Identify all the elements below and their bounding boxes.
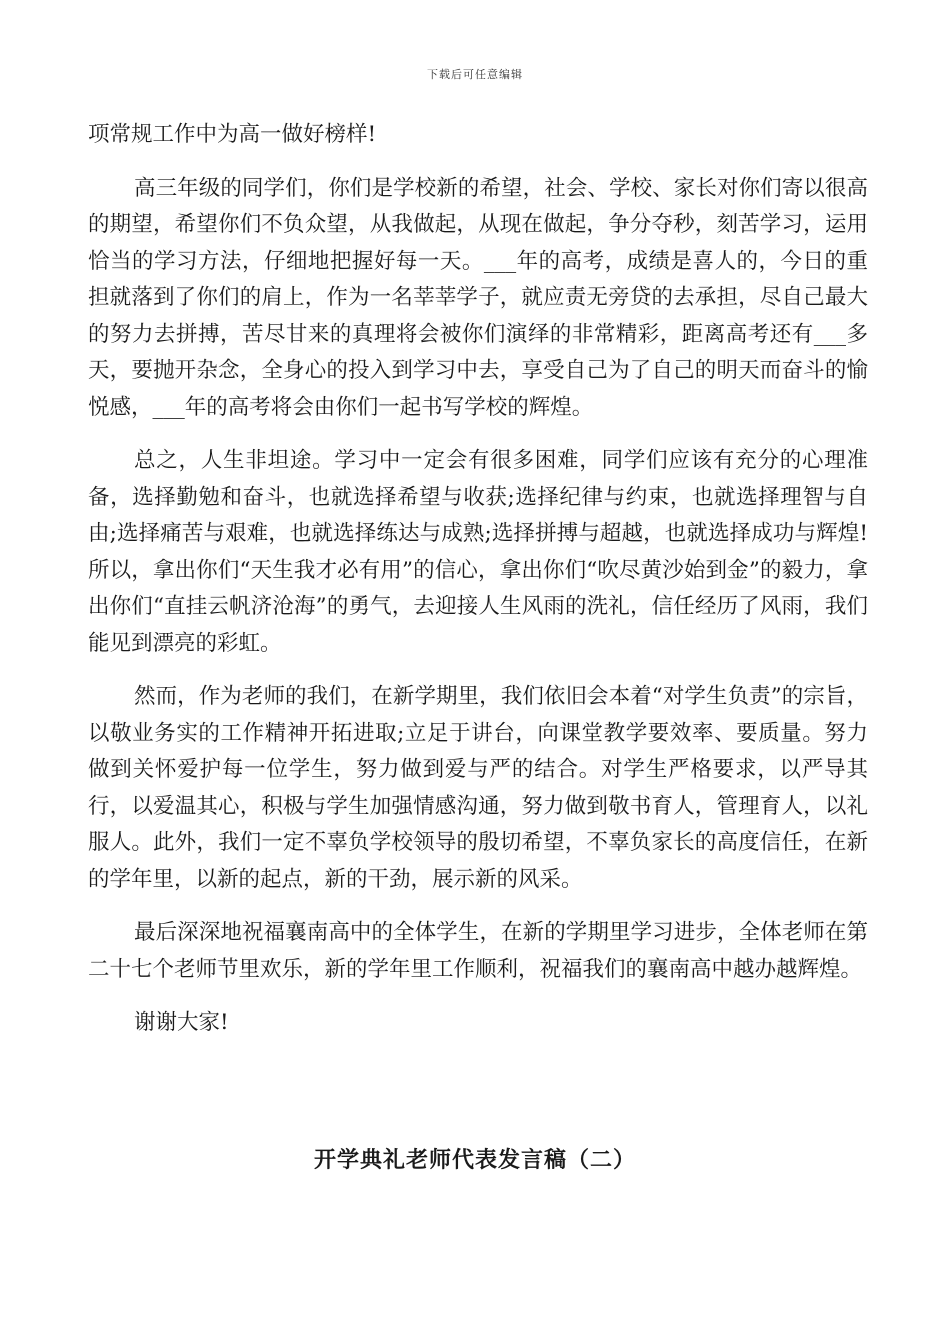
paragraph-continuation: 项常规工作中为高一做好榜样! xyxy=(88,122,377,147)
paragraph-senior-students: 高三年级的同学们，你们是学校新的希望，社会、学校、家长对你们寄以很高的期望，希望你们不负众望，从我做起，从现在做起，争分夺秒，刻苦学习，运用恰当的学习方法，仔细地把握好每一天。___年的高考，成绩是喜人的，今日的重担就落到了你们的肩上，作为一名莘莘学子，就应责无旁贷的去承担，尽自己最大的努力去拼搏，苦尽甘来的真理将会被你们演绎的非常精彩，距离高考还有___多天，要抛开杂念，全身心的投入到学习中去，享受自己为了自己的明天而奋斗的愉悦感，___年的高考将会由你们一起书写学校的辉煌。 xyxy=(88,175,868,420)
document-body xyxy=(88,117,868,1059)
paragraph-thanks: 谢谢大家! xyxy=(134,1010,229,1035)
section-title: 开学典礼老师代表发言稿（二） xyxy=(313,1147,636,1173)
paragraph-teachers: 然而，作为老师的我们，在新学期里，我们依旧会本着“对学生负责”的宗旨，以敬业务实的工作精神开拓进取;立足于讲台，向课堂教学要效率、要质量。努力做到关怀爱护每一位学生，努力做到爱与严的结合。对学生严格要求，以严导其行，以爱温其心，积极与学生加强情感沟通，努力做到敬书育人，管理育人，以礼服人。此外，我们一定不辜负学校领导的殷切希望，不辜负家长的高度信任，在新的学年里，以新的起点，新的干劲，展示新的风采。 xyxy=(88,684,868,892)
paragraph-conclusion: 总之，人生非坦途。学习中一定会有很多困难，同学们应该有充分的心理准备，选择勤勉和奋斗，也就选择希望与收获;选择纪律与约束，也就选择理智与自由;选择痛苦与艰难，也就选择练达与成熟;选择拼搏与超越，也就选择成功与辉煌!所以，拿出你们“天生我才必有用”的信心，拿出你们“吹尽黄沙始到金”的毅力，拿出你们“直挂云帆济沧海”的勇气，去迎接人生风雨的洗礼，信任经历了风雨，我们能见到漂亮的彩虹。 xyxy=(88,448,868,656)
paragraph-blessing: 最后深深地祝福襄南高中的全体学生，在新的学期里学习进步，全体老师在第二十七个老师节里欢乐，新的学年里工作顺利，祝福我们的襄南高中越办越辉煌。 xyxy=(88,920,868,982)
header-note: 下载后可任意编辑 xyxy=(427,68,523,81)
